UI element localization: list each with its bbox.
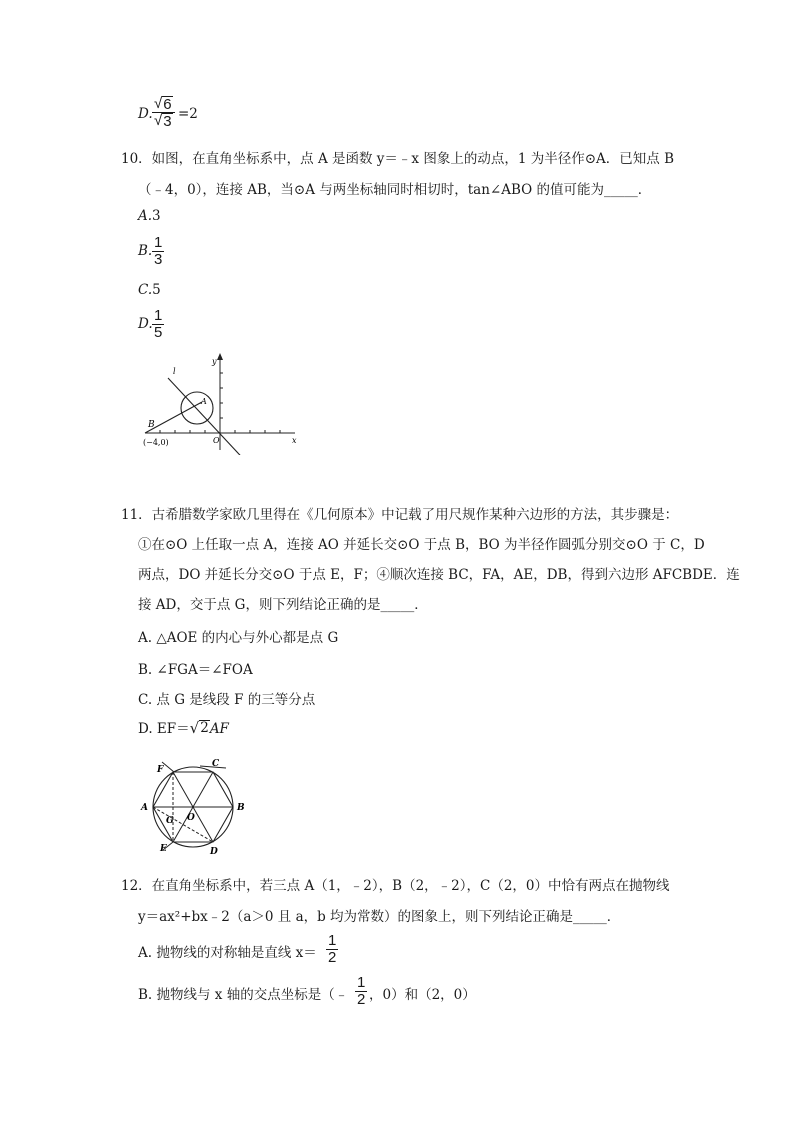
q11-option-c: C. 点 G 是线段 F 的三等分点 [138, 692, 316, 708]
q9-denominator: √ 3 [154, 112, 172, 130]
q10-stem-line1: 10．如图，在直角坐标系中，点 A 是函数 y＝﹣x 图象上的动点，1 为半径作⊙A．已知点 B [121, 151, 674, 167]
o-label: O [213, 436, 220, 445]
q11-stem-line4: 接 AD，交于点 G，则下列结论正确的是_____． [138, 597, 428, 613]
q12-option-b-fraction: 1 2 [357, 974, 366, 1008]
q12-option-b-tail: ，0）和（2，0） [369, 987, 476, 1003]
q12-option-a-fraction: 1 2 [328, 932, 337, 966]
q11-option-d: D. EF＝ √ 2 AF [138, 719, 229, 737]
q10-option-d-fraction: 1 5 [154, 307, 163, 341]
sqrt-2: √ 2 [189, 719, 209, 737]
q12-stem-line1: 12．在直角坐标系中，若三点 A（1，﹣2），B（2，﹣2），C（2，0）中恰有两点在抛物线 [121, 878, 670, 894]
q12-option-a-text: A. 抛物线的对称轴是直线 x＝ [138, 945, 317, 961]
l-label: l [173, 367, 176, 376]
pt-e: E [160, 844, 167, 854]
b-coord: (−4,0) [143, 438, 169, 447]
q10-option-a: A.3 [138, 208, 161, 224]
q10-option-b-fraction: 1 3 [154, 234, 163, 268]
b-label: B [148, 420, 155, 430]
pt-a: A [141, 803, 148, 813]
q9-numerator: √ 6 [154, 95, 172, 113]
y-label: y [212, 357, 217, 366]
q11-stem-line1: 11．古希腊数学家欧几里得在《几何原本》中记载了用尺规作某种六边形的方法，其步骤是： [121, 507, 679, 523]
pt-c: C [212, 759, 220, 769]
pt-b: B [237, 803, 245, 813]
pt-g: G [166, 816, 174, 826]
pt-o: O [187, 813, 195, 823]
q10-figure [140, 350, 310, 455]
q11-figure [138, 750, 258, 860]
q11-stem-line2: ①在⊙O 上任取一点 A，连接 AO 并延长交⊙O 于点 B，BO 为半径作圆弧分别交⊙O 于 C，D [138, 537, 705, 553]
q10-option-c: C.5 [138, 282, 161, 298]
x-label: x [292, 436, 297, 445]
q12-stem-line2: y＝ax²+bx﹣2（a＞0 且 a，b 均为常数）的图象上，则下列结论正确是_____． [138, 909, 621, 925]
circle-a [181, 392, 213, 424]
q10-option-b-label: B. [138, 243, 153, 259]
q12-option-b-text: B. 抛物线与 x 轴的交点坐标是（﹣ [138, 987, 349, 1003]
q10-stem-line2: （﹣4，0），连接 AB，当⊙A 与两坐标轴同时相切时，tan∠ABO 的值可能为_____． [138, 182, 652, 198]
a-label: A [201, 397, 207, 406]
pt-d: D [210, 847, 218, 857]
pt-f: F [157, 765, 164, 775]
q11-option-a: A. △AOE 的内心与外心都是点 G [138, 630, 339, 646]
q9-option-d-tail: =2 [178, 106, 198, 122]
q11-stem-line3: 两点，DO 并延长分交⊙O 于点 E，F；④顺次连接 BC，FA，AE，DB，得到六边形 AFCBDE．连 [138, 567, 740, 583]
q9-option-d-label: D. [138, 106, 153, 122]
q11-option-b: B. ∠FGA＝∠FOA [138, 662, 253, 678]
q9-option-d-fraction [152, 96, 175, 129]
q10-option-d-label: D. [138, 316, 153, 332]
